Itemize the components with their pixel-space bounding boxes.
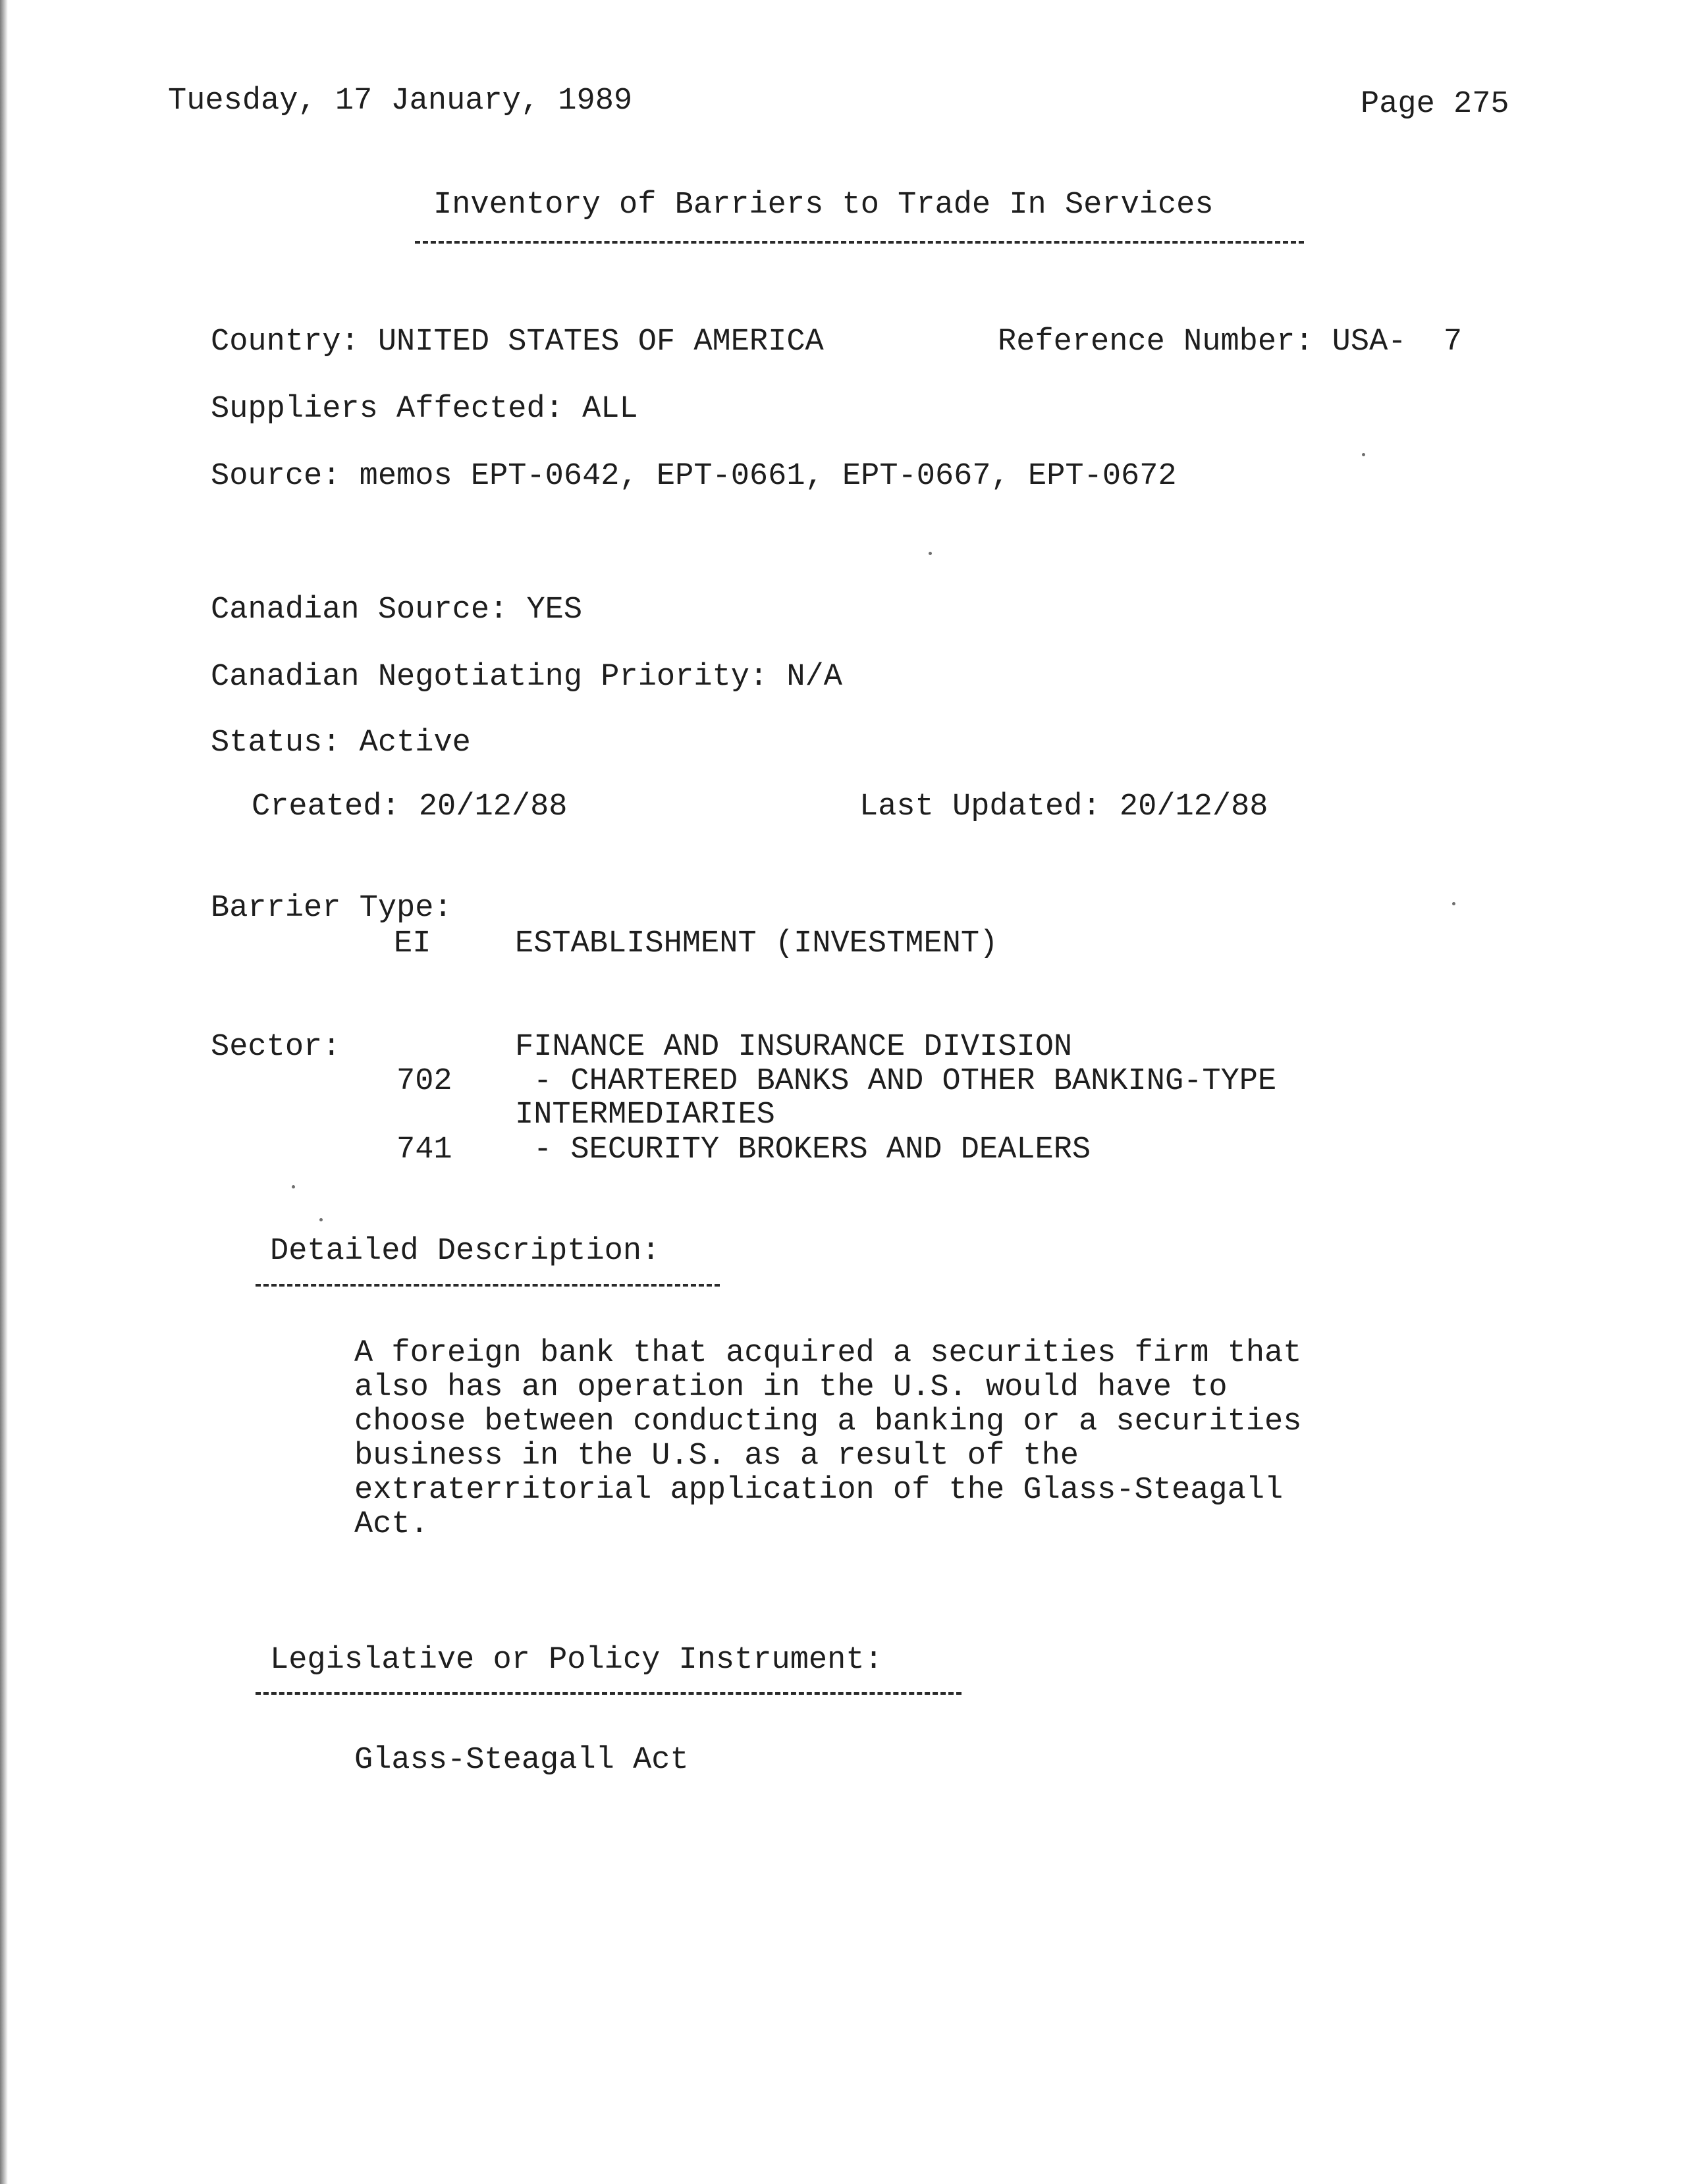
page-number: Page 275	[1361, 87, 1509, 122]
sector-item-description: - SECURITY BROKERS AND DEALERS	[533, 1132, 1091, 1167]
header-date: Tuesday, 17 January, 1989	[168, 84, 633, 119]
title-underline	[415, 241, 1304, 244]
sector-item-description: - CHARTERED BANKS AND OTHER BANKING-TYPE	[533, 1064, 1277, 1099]
scan-speck	[929, 552, 932, 555]
scan-speck	[1362, 453, 1365, 456]
description-line: choose between conducting a banking or a securities	[354, 1404, 1302, 1439]
detailed-description-underline	[256, 1284, 720, 1287]
barrier-type-code: EI	[394, 926, 431, 961]
document-title: Inventory of Barriers to Trade In Services	[433, 188, 1214, 223]
country-field: Country: UNITED STATES OF AMERICA	[211, 325, 824, 360]
scan-speck	[1452, 902, 1455, 905]
source-field: Source: memos EPT-0642, EPT-0661, EPT-0667, EPT-0672	[211, 459, 1177, 494]
sector-label: Sector:	[211, 1030, 341, 1065]
last-updated-field: Last Updated: 20/12/88	[859, 789, 1268, 824]
sector-item-code: 741	[396, 1132, 452, 1167]
negotiating-priority-field: Canadian Negotiating Priority: N/A	[211, 660, 842, 695]
scan-speck	[292, 1185, 295, 1188]
sector-item-code: 702	[396, 1064, 452, 1099]
scan-speck	[319, 1218, 323, 1221]
detailed-description-heading: Detailed Description:	[270, 1234, 661, 1269]
suppliers-affected-field: Suppliers Affected: ALL	[211, 392, 638, 427]
reference-number-field: Reference Number: USA- 7	[998, 325, 1463, 360]
description-line: business in the U.S. as a result of the	[354, 1439, 1079, 1474]
legislative-instrument-heading: Legislative or Policy Instrument:	[270, 1643, 883, 1678]
created-field: Created: 20/12/88	[252, 789, 568, 824]
legislative-instrument-value: Glass-Steagall Act	[354, 1743, 689, 1778]
sector-item-description-continued: INTERMEDIARIES	[515, 1098, 775, 1132]
description-line: also has an operation in the U.S. would have to	[354, 1370, 1228, 1405]
description-line: Act.	[354, 1507, 429, 1542]
barrier-type-label: Barrier Type:	[211, 891, 452, 926]
description-line: A foreign bank that acquired a securities firm that	[354, 1336, 1302, 1371]
barrier-type-description: ESTABLISHMENT (INVESTMENT)	[515, 926, 998, 961]
scan-edge	[0, 0, 8, 2184]
legislative-instrument-underline	[256, 1692, 962, 1695]
description-line: extraterritorial application of the Glass-Steagall	[354, 1473, 1284, 1508]
canadian-source-field: Canadian Source: YES	[211, 593, 583, 627]
sector-division: FINANCE AND INSURANCE DIVISION	[515, 1030, 1073, 1065]
status-field: Status: Active	[211, 726, 471, 760]
